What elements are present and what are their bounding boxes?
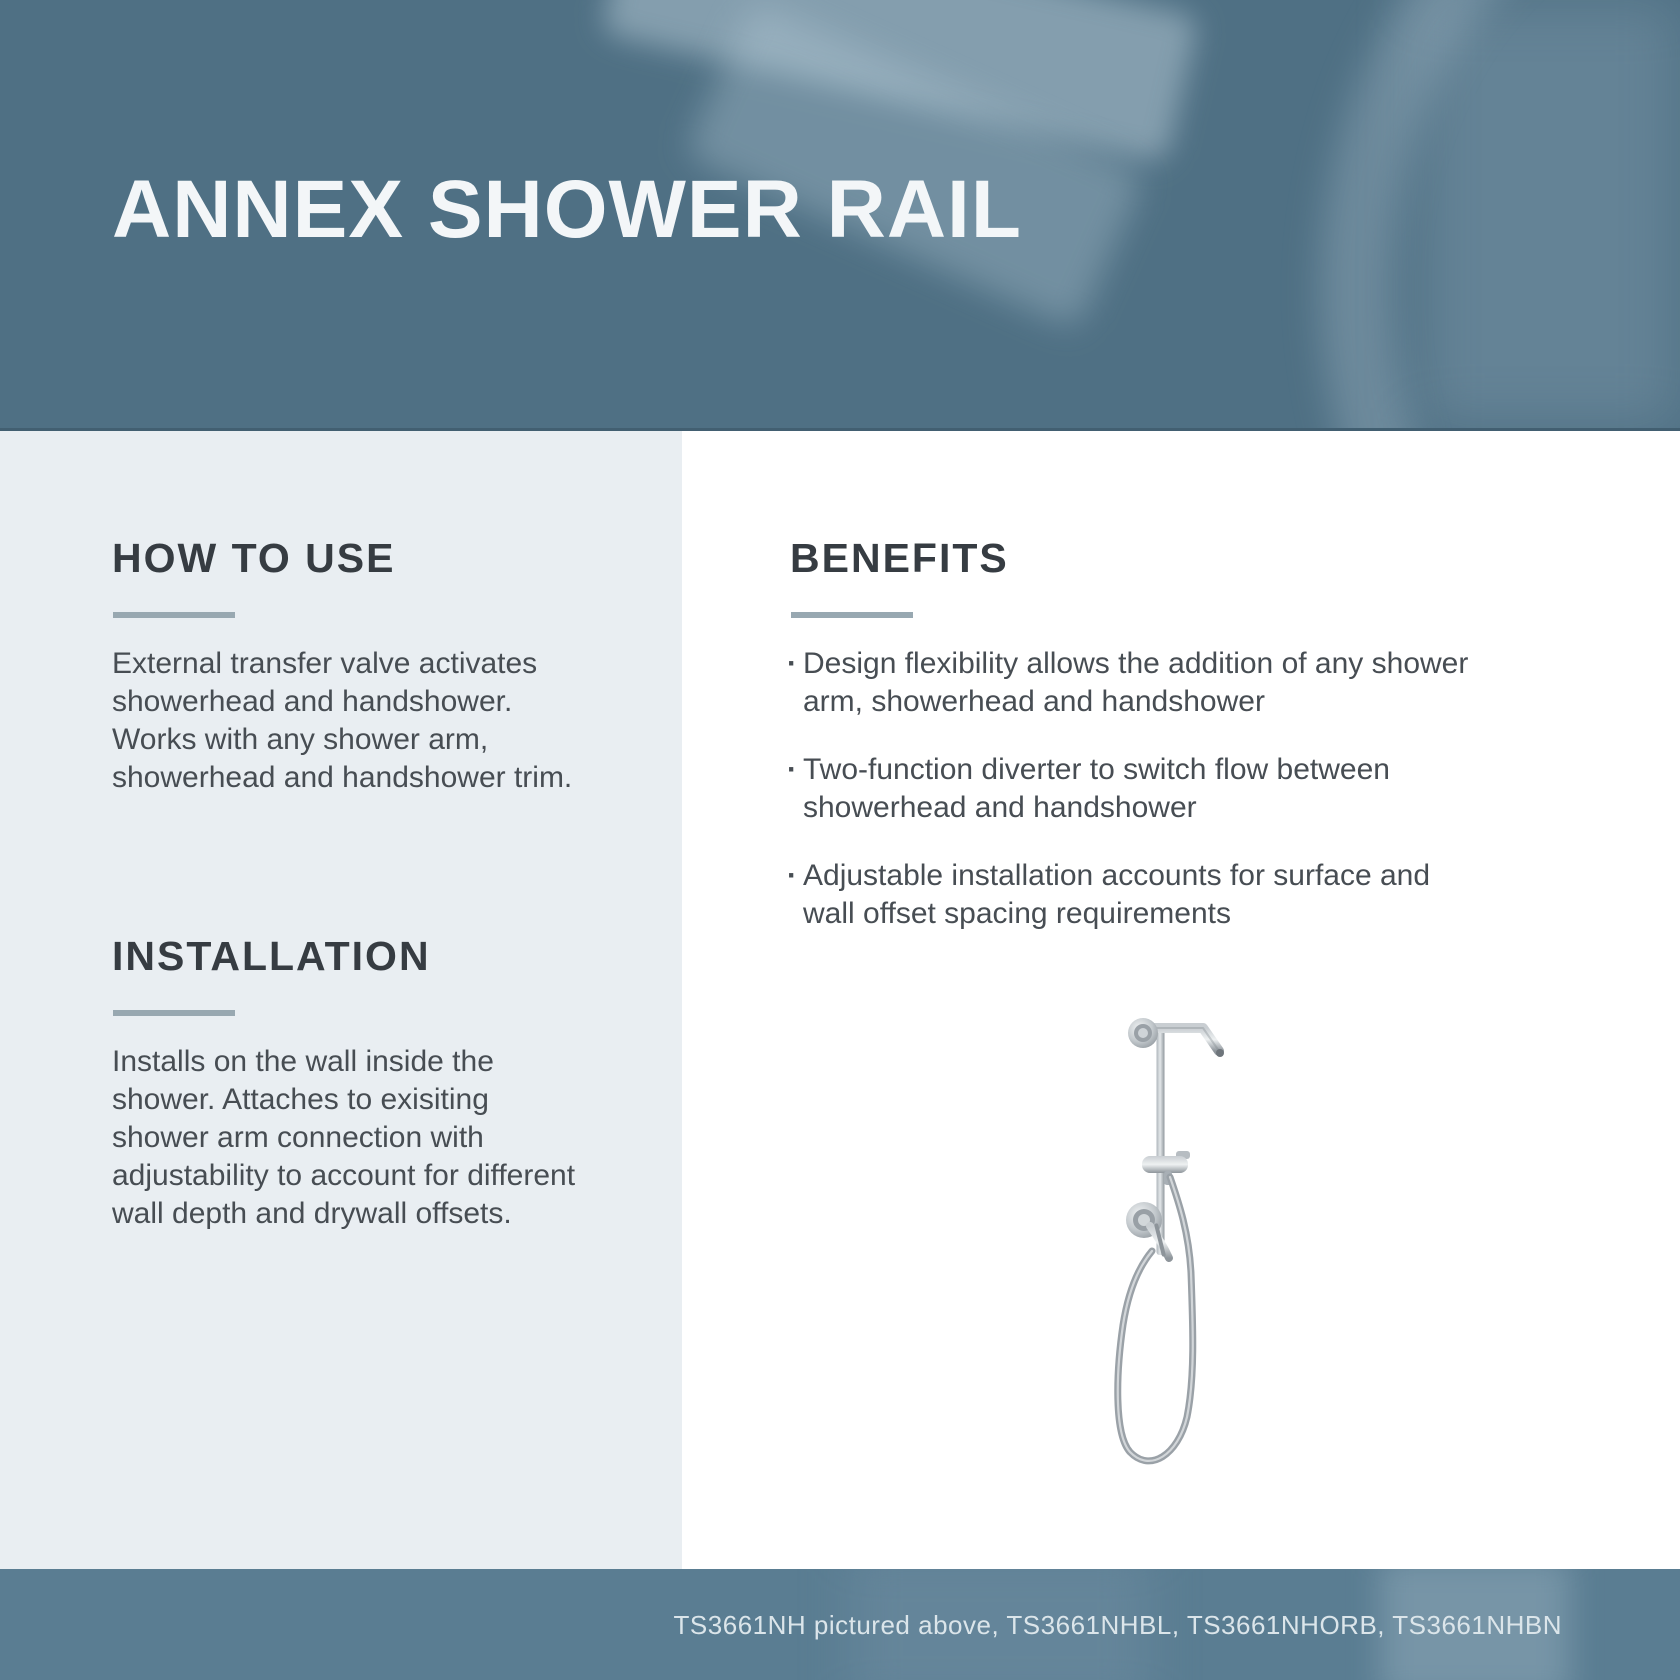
blurred-photo-arc — [1320, 0, 1680, 431]
product-codes: TS3661NH pictured above, TS3661NHBL, TS3661NHORB, TS3661NHBN — [673, 1609, 1562, 1640]
left-column — [0, 431, 682, 1569]
installation-text: Installs on the wall inside the shower. Attaches to exisiting shower arm connection with adjustability to account for different wall depth and drywall offsets. — [112, 1045, 576, 1230]
benefits-heading: BENEFITS — [790, 535, 1009, 581]
hero-banner — [0, 0, 1680, 431]
benefits-item: · Two-function diverter to switch flow between showerhead and handshower — [787, 751, 1487, 827]
installation-heading: INSTALLATION — [112, 933, 431, 979]
how-to-use-heading: HOW TO USE — [112, 535, 396, 581]
shower-rail-product-image — [1030, 1005, 1290, 1495]
slider — [1142, 1156, 1188, 1173]
benefits-item: · Adjustable installation accounts for surface and wall offset spacing requirements — [787, 857, 1487, 933]
benefits-item: · Design flexibility allows the addition of any shower arm, showerhead and handshower — [787, 645, 1487, 721]
installation-divider — [113, 1010, 235, 1016]
benefits-divider — [791, 612, 913, 618]
footer-band — [0, 1569, 1680, 1680]
benefits-list — [787, 645, 1487, 963]
blurred-photo-shape — [601, 0, 1200, 163]
shower-rail-illustration — [1030, 1005, 1290, 1495]
how-to-use-divider — [113, 612, 235, 618]
how-to-use-text: External transfer valve activates showerhead and handshower. Works with any shower arm, showerhead and handshower trim. — [112, 647, 573, 794]
blurred-photo-wash — [1420, 0, 1680, 428]
page-title: ANNEX SHOWER RAIL — [112, 164, 1022, 255]
arm-nozzle — [1216, 1049, 1224, 1057]
